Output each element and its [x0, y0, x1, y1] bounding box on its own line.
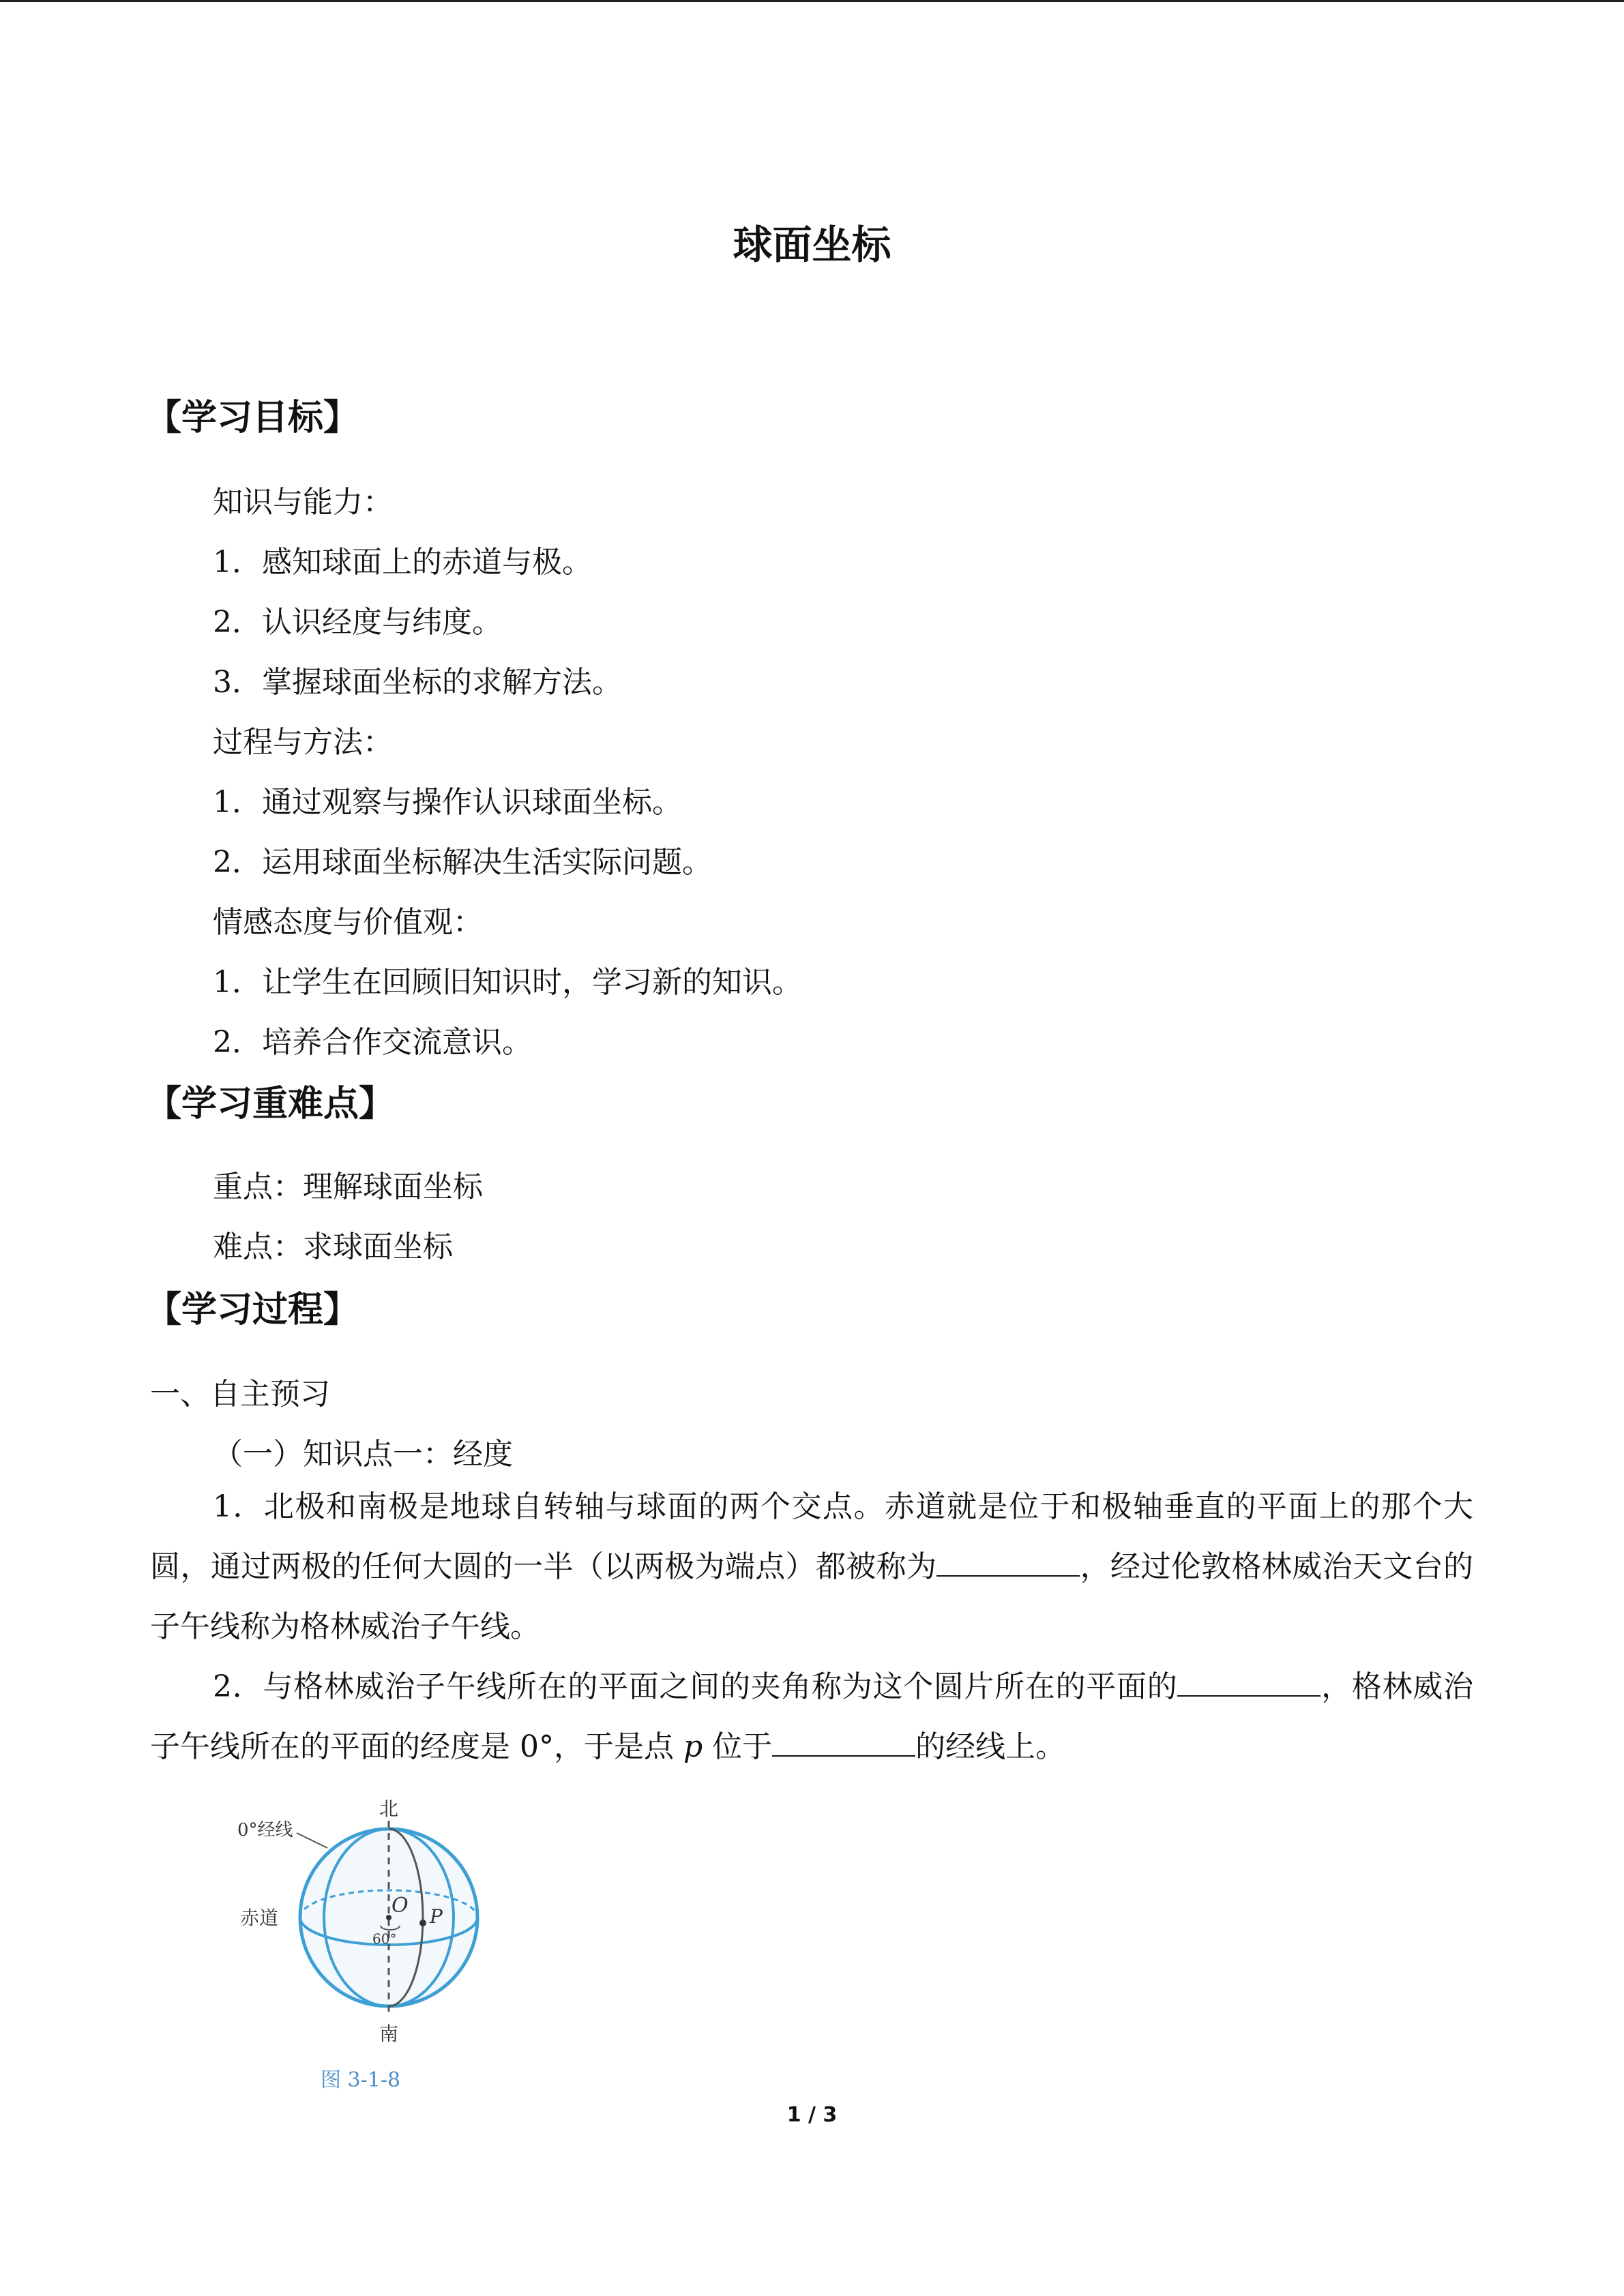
section-title: 一、自主预习 — [150, 1377, 330, 1412]
paragraph-1-text-b: ，经过伦敦格林威治天文台的子午线称为格林威治子午线。 — [150, 1549, 1474, 1644]
knowledge-label: 知识与能力： — [213, 485, 393, 520]
page-number: 1 / 3 — [786, 2103, 838, 2127]
paragraph-2 — [150, 1657, 1473, 1777]
center-label: O — [392, 1894, 409, 1918]
sphere-figure — [225, 1787, 552, 2093]
point-p — [419, 1920, 426, 1926]
paragraph-1-text-a: 1．北极和南极是地球自转轴与球面的两个交点。赤道就是位于和极轴垂直的平面上的那个大圆，通过两极的任何大圆的一半（以两极为端点）都被称为 — [150, 1489, 1473, 1584]
process-heading: 【学习过程】 — [146, 1289, 359, 1330]
fill-blank[interactable] — [936, 1548, 1080, 1577]
north-label: 北 — [379, 1798, 399, 1820]
emotion-item: 2．培养合作交流意识。 — [213, 1025, 532, 1060]
meridian0-label: 0°经线 — [237, 1820, 293, 1840]
page-title: 球面坐标 — [733, 222, 891, 268]
objectives-heading: 【学习目标】 — [146, 398, 359, 438]
knowledge-item: 1．感知球面上的赤道与极。 — [213, 545, 592, 580]
emotion-label: 情感态度与价值观： — [213, 905, 483, 940]
knowledge-item: 2．认识经度与纬度。 — [213, 605, 502, 640]
point-variable: p — [683, 1729, 703, 1764]
fill-blank[interactable] — [772, 1728, 915, 1757]
paragraph-2-text-a: 2．与格林威治子午线所在的平面之间的夹角称为这个圆片所在的平面的 — [213, 1669, 1178, 1704]
top-border — [0, 0, 1624, 2]
paragraph-2-text-d: 的经线上。 — [915, 1729, 1066, 1764]
point-label: P — [430, 1905, 443, 1928]
equator-label: 赤道 — [240, 1907, 279, 1929]
south-label: 南 — [379, 2023, 399, 2045]
process-item: 1．通过观察与操作认识球面坐标。 — [213, 785, 682, 820]
knowledge-item: 3．掌握球面坐标的求解方法。 — [213, 665, 622, 700]
paragraph-2-text-c: 位于 — [703, 1729, 773, 1764]
fill-blank[interactable] — [1177, 1668, 1320, 1697]
subsection-title: （一）知识点一：经度 — [213, 1437, 513, 1472]
figure-caption: 图 3-1-8 — [321, 2068, 401, 2092]
key-points-heading: 【学习重难点】 — [146, 1084, 395, 1124]
process-item: 2．运用球面坐标解决生活实际问题。 — [213, 845, 712, 880]
emotion-item: 1．让学生在回顾旧知识时，学习新的知识。 — [213, 965, 802, 1000]
process-label: 过程与方法： — [213, 725, 393, 760]
paragraph-2-text-b: ，格林威治子午线所在的平面的经度是 0°，于是点 — [150, 1669, 1473, 1764]
meridian-leader — [297, 1833, 327, 1848]
key-point: 重点：理解球面坐标 — [213, 1169, 483, 1204]
paragraph-1 — [150, 1477, 1473, 1657]
difficult-point: 难点：求球面坐标 — [213, 1229, 453, 1264]
center-point — [386, 1915, 392, 1920]
angle-label: 60° — [372, 1930, 397, 1947]
